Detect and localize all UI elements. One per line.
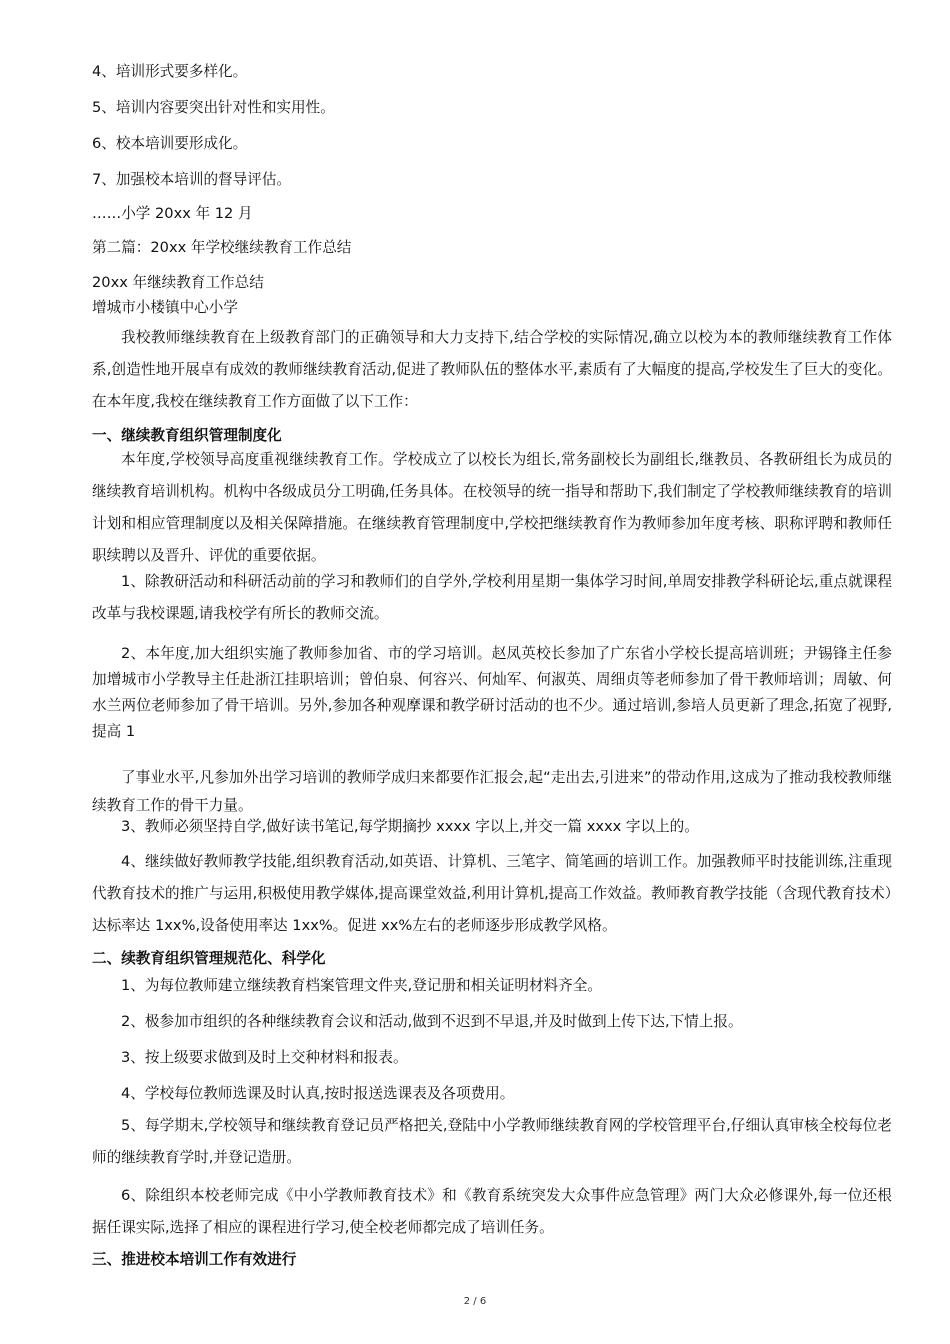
- section1-item-2: 2、本年度,加大组织实施了教师参加省、市的学习培训。赵凤英校长参加了广东省小学校长提高培训班；尹锡锋主任参加增城市小学教导主任赴浙江挂职培训；曾伯泉、何容兴、何灿军、何淑英、周细贞等老师参加了骨干教师培训；周敏、何水兰两位老师参加了骨干培训。另外,参加各种观摩课和教学研讨活动的也不少。通过培训,参培人员更新了理念,拓宽了视野,提高 1: [92, 645, 892, 740]
- section-heading-2: 二、续教育组织管理规范化、科学化: [92, 950, 326, 967]
- intro-paragraph: 我校教师继续教育在上级教育部门的正确领导和大力支持下,结合学校的实际情况,确立以校为本的教师继续教育工作体系,创造性地开展卓有成效的教师继续教育活动,促进了教师队伍的整体水平,素质有了大幅度的提高,学校发生了巨大的变化。在本年度,我校在继续教育工作方面做了以下工作：: [92, 329, 892, 410]
- section1-item-2-continued: 了事业水平,凡参加外出学习培训的教师学成归来都要作汇报会,起“走出去,引进来”的带动作用,这成为了推动我校教师继续教育工作的骨干力量。: [92, 769, 892, 814]
- section1-paragraph-0: 本年度,学校领导高度重视继续教育工作。学校成立了以校长为组长,常务副校长为副组长,继教员、各教研组长为成员的继续教育培训机构。机构中各级成员分工明确,任务具体。在校领导的统一指导和帮助下,我们制定了学校教师继续教育的培训计划和相应管理制度以及相关保障措施。在继续教育管理制度中,学校把继续教育作为教师参加年度考核、职称评聘和教师任职续聘以及晋升、评优的重要依据。: [92, 451, 892, 564]
- list-line-7: 7、加强校本培训的督导评估。: [92, 171, 292, 188]
- section1-item-1: 1、除教研活动和科研活动前的学习和教师们的自学外,学校利用星期一集体学习时间,单周安排教学科研论坛,重点就课程改革与我校课题,请我校学有所长的教师交流。: [92, 573, 892, 622]
- list-line-6: 6、校本培训要形成化。: [92, 135, 248, 152]
- list-line-5: 5、培训内容要突出针对性和实用性。: [92, 99, 335, 116]
- section1-item-3: 3、教师必须坚持自学,做好读书笔记,每学期摘抄 xxxx 字以上,并交一篇 xxxx 字以上的。: [121, 818, 699, 835]
- section2-item-6: 6、除组织本校老师完成《中小学教师教育技术》和《教育系统突发大众事件应急管理》两门大众必修课外,每一位还根据任课实际,选择了相应的课程进行学习,使全校老师都完成了培训任务。: [92, 1187, 892, 1236]
- page-number: 2 / 6: [463, 1296, 487, 1307]
- section2-item-4: 4、学校每位教师选课及时认真,按时报送选课表及各项费用。: [121, 1085, 515, 1102]
- section1-item-4: 4、继续做好教师教学技能,组织教育活动,如英语、计算机、三笔字、简笔画的培训工作。加强教师平时技能训练,注重现代教育技术的推广与运用,积极使用教学媒体,提高课堂效益,利用计算机,提高工作效益。教师教育教学技能（含现代教育技术）达标率达 1xx%,设备使用率达 1xx%。促进 xx%左右的老师逐步形成教学风格。: [92, 853, 892, 934]
- section-heading-1: 一、继续教育组织管理制度化: [92, 427, 282, 444]
- section2-item-1: 1、为每位教师建立继续教育档案管理文件夹,登记册和相关证明材料齐全。: [121, 977, 602, 994]
- chapter-title: 第二篇：20xx 年学校继续教育工作总结: [92, 239, 352, 256]
- school-name: 增城市小楼镇中心小学: [92, 299, 238, 316]
- section2-item-2: 2、极参加市组织的各种继续教育会议和活动,做到不迟到不早退,并及时做到上传下达,下情上报。: [121, 1013, 743, 1030]
- date-line: ……小学 20xx 年 12 月: [92, 205, 253, 222]
- section-heading-3: 三、推进校本培训工作有效进行: [92, 1251, 297, 1268]
- section2-item-3: 3、按上级要求做到及时上交种材料和报表。: [121, 1049, 408, 1066]
- list-line-4: 4、培训形式要多样化。: [92, 63, 248, 80]
- section2-item-5: 5、每学期末,学校领导和继续教育登记员严格把关,登陆中小学教师继续教育网的学校管理平台,仔细认真审核全校每位老师的继续教育学时,并登记造册。: [92, 1117, 892, 1166]
- report-title: 20xx 年继续教育工作总结: [92, 274, 264, 291]
